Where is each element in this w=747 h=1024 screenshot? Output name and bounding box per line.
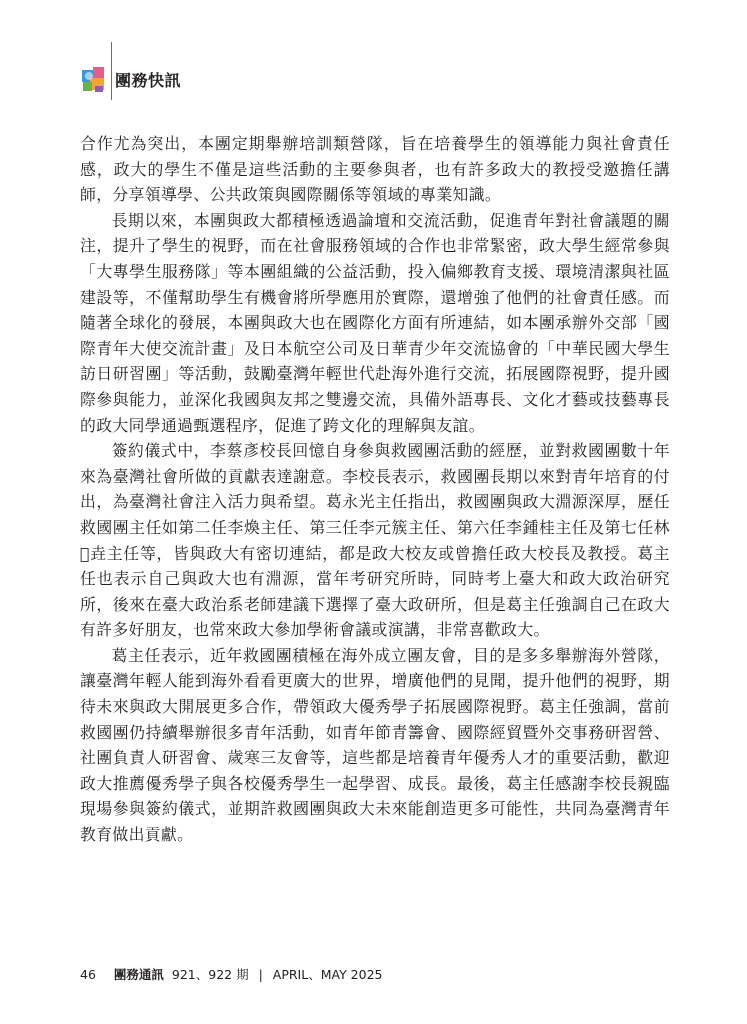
paragraph-1: 合作尤為突出，本團定期舉辦培訓類營隊，旨在培養學生的領導能力與社會責任感，政大的學生不僅是這些活動的主要參與者，也有許多政大的教授受邀擔任講師，分享領導學、公共政策與國際關係等領域的專業知識。 xyxy=(80,134,670,205)
issue-date: APRIL、MAY 2025 xyxy=(272,967,383,982)
paragraph-2: 長期以來，本團與政大都積極透過論壇和交流活動，促進青年對社會議題的關注，提升了學生的視野，而在社會服務領域的合作也非常緊密，政大學生經常參與「大專學生服務隊」等本團組織的公益活動，投入偏鄉教育支援、環境清潔與社區建設等，不僅幫助學生有機會將所學應用於實際，還增強了他們的社會責任感。而隨著全球化的發展，本團與政大也在國際化方面有所連結，如本團承辦外交部「國際青年大使交流計畫」及日本航空公司及日華青少年交流協會的「中華民國大學生訪日研習團」等活動，鼓勵臺灣年輕世代赴海外進行交流，拓展國際視野，提升國際參與能力，並深化我國與友邦之雙邊交流，具備外語專長、文化才藝或技藝專長的政大同學通過甄選程序，促進了跨文化的理解與友誼。 xyxy=(80,210,670,435)
section-title: 團務快訊 xyxy=(115,71,182,90)
header-divider xyxy=(111,42,112,100)
paragraph-4: 葛主任表示，近年救國團積極在海外成立團友會，目的是多多舉辦海外營隊，讓臺灣年輕人能到海外看看更廣大的世界，增廣他們的見聞，提升他們的視野，期待未來與政大開展更多合作，帶領政大優秀學子拓展國際視野。葛主任強調，當前救國團仍持續舉辦很多青年活動，如青年節青籌會、國際經貿暨外交事務研習營、社團負責人研習會、歲寒三友會等，這些都是培養青年優秀人才的重要活動，歡迎政大推薦優秀學子與各校優秀學生一起學習、成長。最後，葛主任感謝李校長親臨現場參與簽約儀式，並期許救國團與政大未來能創造更多可能性，共同為臺灣青年教育做出貢獻。 xyxy=(80,645,670,845)
page-footer xyxy=(80,965,383,983)
colorful-cube-logo-icon xyxy=(80,64,108,94)
footer-separator: | xyxy=(258,967,263,982)
page-header xyxy=(80,42,280,102)
article-body xyxy=(80,131,670,848)
page-number: 46 xyxy=(80,967,96,982)
issue-number: 921、922 期 xyxy=(171,967,249,982)
publication-name: 團務通訊 xyxy=(113,967,164,982)
paragraph-3: 簽約儀式中，李蔡彥校長回憶自身參與救國團活動的經歷，並對救國團數十年來為臺灣社會所做的貢獻表達謝意。李校長表示，救國團長期以來對青年培育的付出，為臺灣社會注入活力與希望。葛永光主任指出，救國團與政大淵源深厚，歷任救國團主任如第二任李煥主任、第三任李元簇主任、第六任李鍾桂主任及第七任林𤈇垚主任等，皆與政大有密切連結，都是政大校友或曾擔任政大校長及教授。葛主任也表示自己與政大也有淵源，當年考研究所時，同時考上臺大和政大政治研究所，後來在臺大政治系老師建議下選擇了臺大政研所，但是葛主任強調自己在政大有許多好朋友，也常來政大參加學術會議或演講，非常喜歡政大。 xyxy=(80,441,670,640)
